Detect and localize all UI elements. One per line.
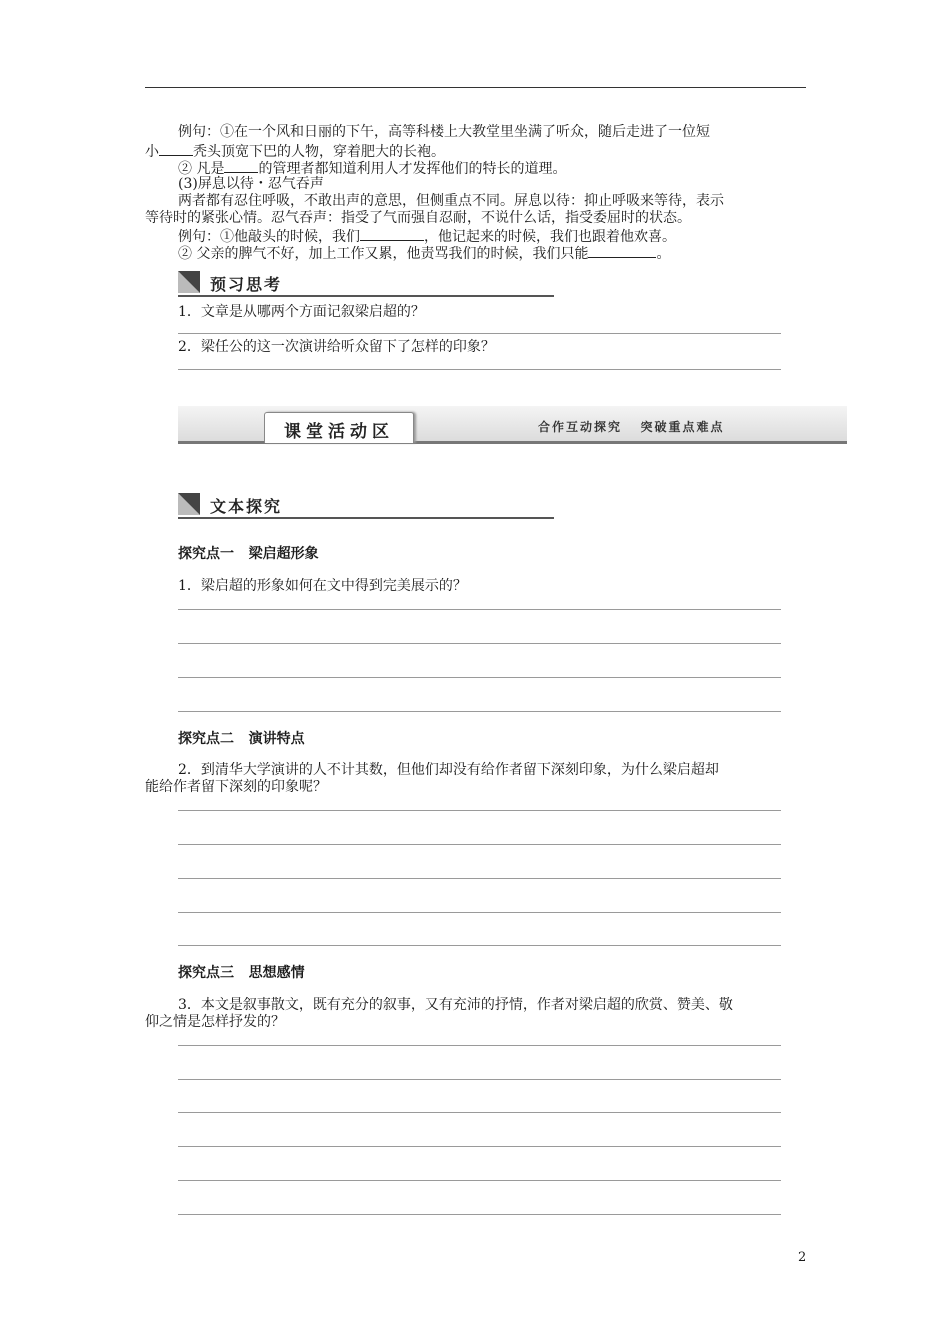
banner-tab xyxy=(264,412,414,443)
section-marker-icon xyxy=(178,493,200,515)
header-rule xyxy=(145,87,806,88)
answer-line[interactable] xyxy=(178,1146,781,1147)
answer-line[interactable] xyxy=(178,1112,781,1113)
example-sentence-4: ② 父亲的脾气不好，加上工作又累，他责骂我们的时候，我们只能 。 xyxy=(178,246,671,262)
preview-heading-label: 预习思考 xyxy=(210,275,283,294)
fill-blank[interactable] xyxy=(224,159,258,173)
answer-line[interactable] xyxy=(178,1180,781,1181)
point-2-title: 探究点二 演讲特点 xyxy=(178,731,305,747)
vocab-term-3: (3)屏息以待・忍气吞声 xyxy=(178,176,324,192)
example-sentence-2: ② 凡是 的管理者都知道利用人才发挥他们的特长的道理。 xyxy=(178,161,567,177)
point-1-title: 探究点一 梁启超形象 xyxy=(178,546,319,562)
answer-line[interactable] xyxy=(178,844,781,845)
point-3-question-b: 仰之情是怎样抒发的？ xyxy=(145,1014,285,1030)
answer-line[interactable] xyxy=(178,912,781,913)
answer-line[interactable] xyxy=(178,1214,781,1215)
point-2-question-b: 能给作者留下深刻的印象呢？ xyxy=(145,779,327,795)
explore-heading-label: 文本探究 xyxy=(210,497,283,516)
banner-subtitle: 合作互动探究 突破重点难点 xyxy=(538,420,725,434)
preview-question-1: 1．文章是从哪两个方面记叙梁启超的？ xyxy=(178,304,425,320)
fill-blank[interactable] xyxy=(360,227,424,241)
answer-line[interactable] xyxy=(178,369,781,370)
answer-line[interactable] xyxy=(178,609,781,610)
answer-line[interactable] xyxy=(178,643,781,644)
preview-heading xyxy=(178,271,554,297)
preview-question-2: 2．梁任公的这一次演讲给听众留下了怎样的印象？ xyxy=(178,339,495,355)
point-1-question: 1．梁启超的形象如何在文中得到完美展示的？ xyxy=(178,578,467,594)
point-2-question-a: 2．到清华大学演讲的人不计其数，但他们却没有给作者留下深刻印象，为什么梁启超却 xyxy=(178,762,719,778)
answer-line[interactable] xyxy=(178,333,781,334)
answer-line[interactable] xyxy=(178,1045,781,1046)
vocab-explanation-a: 两者都有忍住呼吸，不敢出声的意思，但侧重点不同。屏息以待：抑止呼吸来等待，表示 xyxy=(178,193,724,209)
answer-line[interactable] xyxy=(178,945,781,946)
fill-blank[interactable] xyxy=(588,244,656,258)
fill-blank[interactable] xyxy=(159,142,193,156)
example-sentence-1b: 小 秃头顶宽下巴的人物，穿着肥大的长袍。 xyxy=(145,144,445,160)
answer-line[interactable] xyxy=(178,1079,781,1080)
explore-heading xyxy=(178,493,554,519)
answer-line[interactable] xyxy=(178,711,781,712)
class-activity-banner xyxy=(178,406,847,444)
point-3-title: 探究点三 思想感情 xyxy=(178,965,305,981)
example-sentence-1a: 例句：①在一个风和日丽的下午，高等科楼上大教堂里坐满了听众，随后走进了一位短 xyxy=(178,124,710,140)
vocab-explanation-b: 等待时的紧张心情。忍气吞声：指受了气而强自忍耐，不说什么话，指受委屈时的状态。 xyxy=(145,210,691,226)
section-marker-icon xyxy=(178,271,200,293)
answer-line[interactable] xyxy=(178,810,781,811)
answer-line[interactable] xyxy=(178,677,781,678)
page-number: 2 xyxy=(798,1250,807,1265)
example-sentence-3: 例句：①他敲头的时候，我们 ，他记起来的时候，我们也跟着他欢喜。 xyxy=(178,229,676,245)
point-3-question-a: 3．本文是叙事散文，既有充分的叙事，又有充沛的抒情，作者对梁启超的欣赏、赞美、敬 xyxy=(178,997,733,1013)
banner-title: 课堂活动区 xyxy=(284,422,394,442)
answer-line[interactable] xyxy=(178,878,781,879)
